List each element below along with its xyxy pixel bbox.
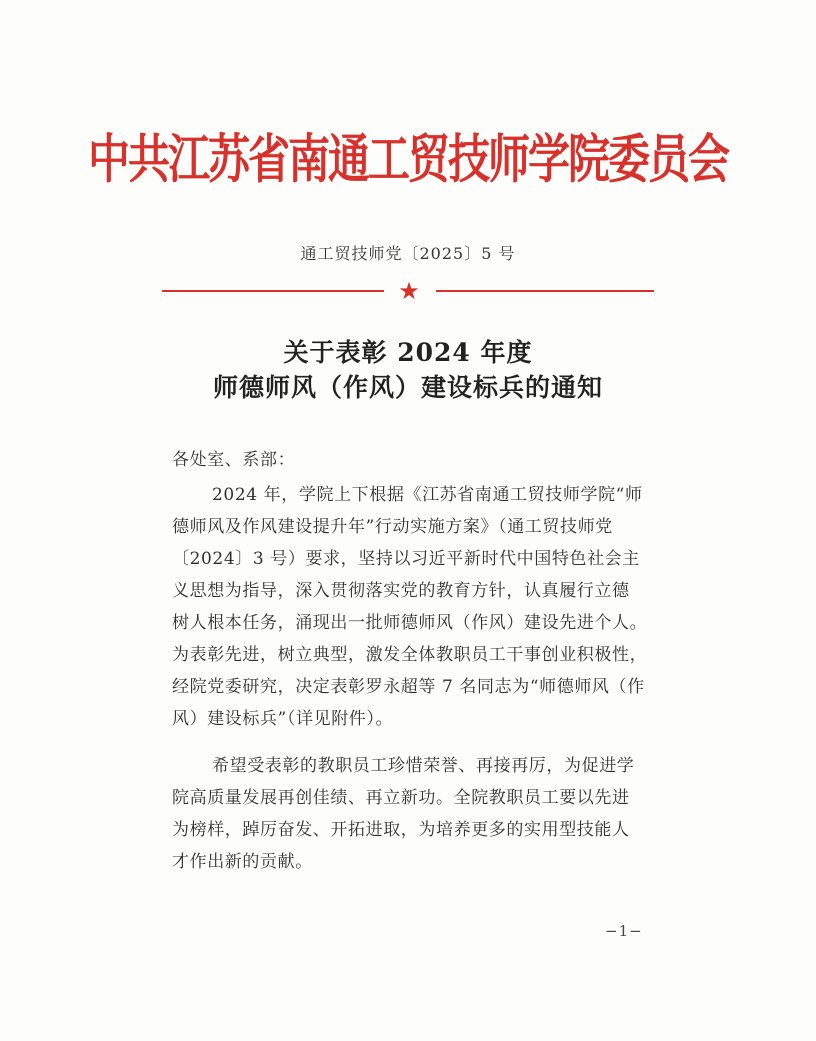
salutation: 各处室、系部： <box>172 450 296 470</box>
title-line-2: 师德师风（作风）建设标兵的通知 <box>212 373 603 402</box>
paragraph-1-line-2: 德师风及作风建设提升年”行动实施方案》（通工贸技师党 <box>172 517 613 537</box>
paragraph-2-line-2: 院高质量发展再创佳绩、再立新功。全院教职员工要以先进 <box>172 788 630 808</box>
paragraph-1-line-7: 经院党委研究，决定表彰罗永超等 7 名同志为“师德师风（作 <box>172 677 645 697</box>
title-line-1: 关于表彰 2024 年度 <box>283 338 533 367</box>
paragraph-1-line-1: 2024 年，学院上下根据《江苏省南通工贸技师学院“师 <box>212 485 643 505</box>
paragraph-1-line-3: 〔2024〕3 号）要求，坚持以习近平新时代中国特色社会主 <box>172 549 640 569</box>
paragraph-1-line-5: 树人根本任务，涌现出一批师德师风（作风）建设先进个人。 <box>172 613 648 633</box>
page-number: −1− <box>605 922 643 940</box>
red-header-org-name: 中共江苏省南通工贸技师学院委员会 <box>87 128 728 190</box>
star-icon: ★ <box>398 277 420 305</box>
paragraph-1-line-8: 风）建设标兵”（详见附件）。 <box>172 709 394 729</box>
paragraph-2-line-3: 为榜样，踔厉奋发、开拓进取，为培养更多的实用型技能人 <box>172 820 630 840</box>
paragraph-2-line-4: 才作出新的贡献。 <box>172 852 313 872</box>
paragraph-1-line-6: 为表彰先进，树立典型，激发全体教职员工干事创业积极性， <box>172 645 648 665</box>
paragraph-1-line-4: 义思想为指导，深入贯彻落实党的教育方针，认真履行立德 <box>172 581 630 601</box>
red-divider-left <box>162 290 384 292</box>
paragraph-2-line-1: 希望受表彰的教职员工珍惜荣誉、再接再厉，为促进学 <box>212 756 635 776</box>
red-divider-right <box>436 290 654 292</box>
document-number: 通工贸技师党〔2025〕5 号 <box>300 244 516 263</box>
